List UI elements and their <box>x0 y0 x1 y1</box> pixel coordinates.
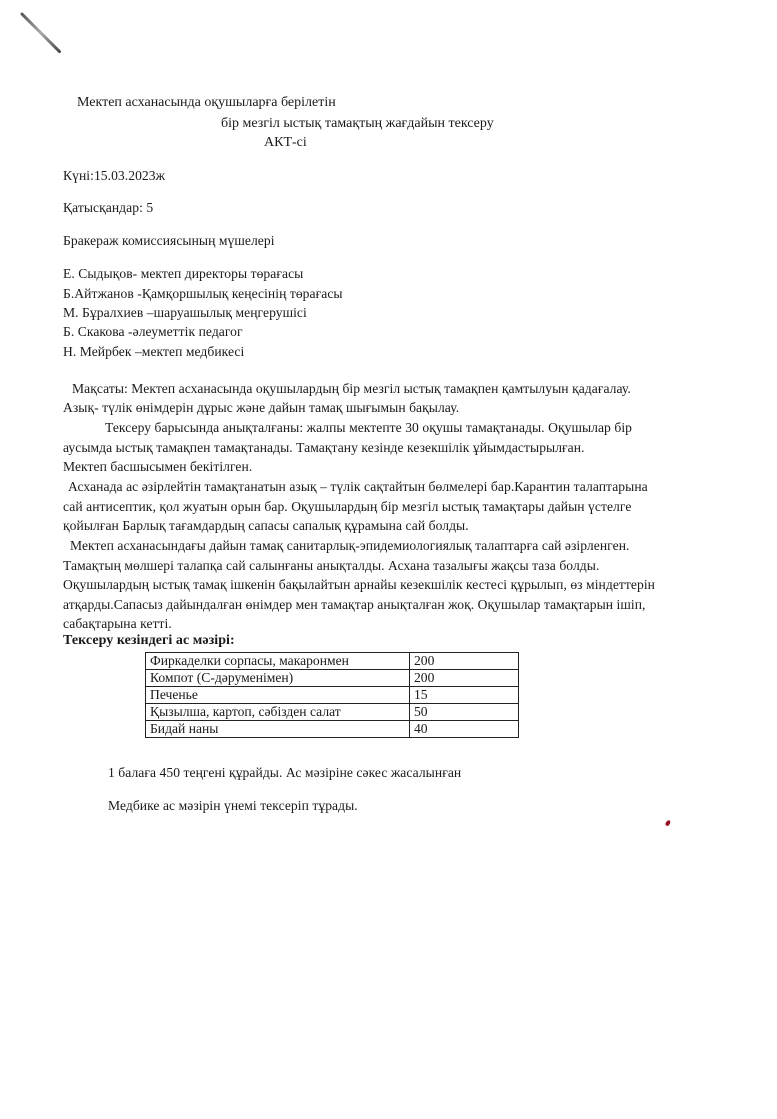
title-line-2: бір мезгіл ыстық тамақтың жағдайын тексеру <box>221 116 494 131</box>
paragraph-line: Тексеру барысында анықталғаны: жалпы мектепте 30 оқушы тамақтанады. Оқушылар бір <box>105 420 632 435</box>
pen-mark <box>20 12 62 54</box>
paragraph-line: атқарды.Сапасыз дайындалған өнімдер мен тамақтар анықталған жоқ. Оқушылар тамақтарын ішіп, <box>63 597 646 612</box>
menu-item-name: Фиркаделки сорпасы, макаронмен <box>146 653 410 670</box>
ink-mark <box>665 819 671 826</box>
menu-item-qty: 200 <box>410 653 519 670</box>
table-row <box>146 653 519 670</box>
menu-item-name: Қызылша, картоп, сәбізден салат <box>146 704 410 721</box>
menu-item-name: Печенье <box>146 687 410 704</box>
paragraph-line: Азық- түлік өнімдерін дұрыс және дайын тамақ шығымын бақылау. <box>63 400 460 415</box>
table-row <box>146 721 519 738</box>
paragraph-line: Оқушылардың ыстық тамақ ішкенін бақылайтын арнайы кезекшілік кестесі құрылып, өз міндеттерін <box>63 577 655 592</box>
member-item: Н. Мейрбек –мектеп медбикесі <box>63 344 245 359</box>
paragraph-line: Мақсаты: Мектеп асханасында оқушылардың бір мезгіл ыстық тамақпен қамтылуын қадағалау. <box>72 381 631 396</box>
member-item: Б. Скакова -әлеуметтік педагог <box>63 324 243 339</box>
title-line-1: Мектеп асханасында оқушыларға берілетін <box>77 95 336 110</box>
date-line: Күні:15.03.2023ж <box>63 168 166 183</box>
menu-item-qty: 15 <box>410 687 519 704</box>
commission-heading: Бракераж комиссиясының мүшелері <box>63 233 275 248</box>
paragraph-line: сабақтарына кетті. <box>63 616 172 631</box>
paragraph-line: Мектеп басшысымен бекітілген. <box>63 459 253 474</box>
paragraph-line: Тамақтың мөлшері талапқа сай салынғаны анықталды. Асхана тазалығы жақсы таза болды. <box>63 558 600 573</box>
member-item: Б.Айтжанов -Қамқоршылық кеңесінің төрағасы <box>63 286 343 301</box>
paragraph-line: Мектеп асханасындағы дайын тамақ санитарлық-эпидемиологиялық талаптарға сай әзірленген. <box>70 538 630 553</box>
menu-table <box>145 652 519 738</box>
menu-item-qty: 50 <box>410 704 519 721</box>
menu-item-name: Компот (С-дәруменімен) <box>146 670 410 687</box>
table-row <box>146 670 519 687</box>
paragraph-line: сай антисептик, қол жуатын орын бар. Оқушылардың бір мезгіл ыстық тамақтары дайын үстелге <box>63 499 632 514</box>
member-item: Е. Сыдықов- мектеп директоры төрағасы <box>63 266 304 281</box>
participants-line: Қатысқандар: 5 <box>63 200 154 215</box>
paragraph-line: Асханада ас әзірлейтін тамақтанатын азық – түлік сақтайтын бөлмелері бар.Карантин талаптарына <box>68 479 648 494</box>
menu-heading: Тексеру кезіндегі ас мәзірі: <box>63 633 235 648</box>
menu-item-qty: 200 <box>410 670 519 687</box>
member-item: М. Бұралхиев –шаруашылық меңгерушісі <box>63 305 307 320</box>
menu-item-name: Бидай наны <box>146 721 410 738</box>
nurse-line: Медбике ас мәзірін үнемі тексеріп тұрады. <box>108 798 358 813</box>
title-line-3: АКТ-сі <box>264 135 307 150</box>
paragraph-line: қойылған Барлық тағамдардың сапасы сапалық құрамына сай болды. <box>63 518 469 533</box>
table-row <box>146 687 519 704</box>
paragraph-line: аусымда ыстық тамақпен тамақтанады. Тамақтану кезінде кезекшілік ұйымдастырылған. <box>63 440 585 455</box>
cost-line: 1 балаға 450 теңгені құрайды. Ас мәзіріне сәкес жасалынған <box>108 765 462 780</box>
table-row <box>146 704 519 721</box>
menu-item-qty: 40 <box>410 721 519 738</box>
